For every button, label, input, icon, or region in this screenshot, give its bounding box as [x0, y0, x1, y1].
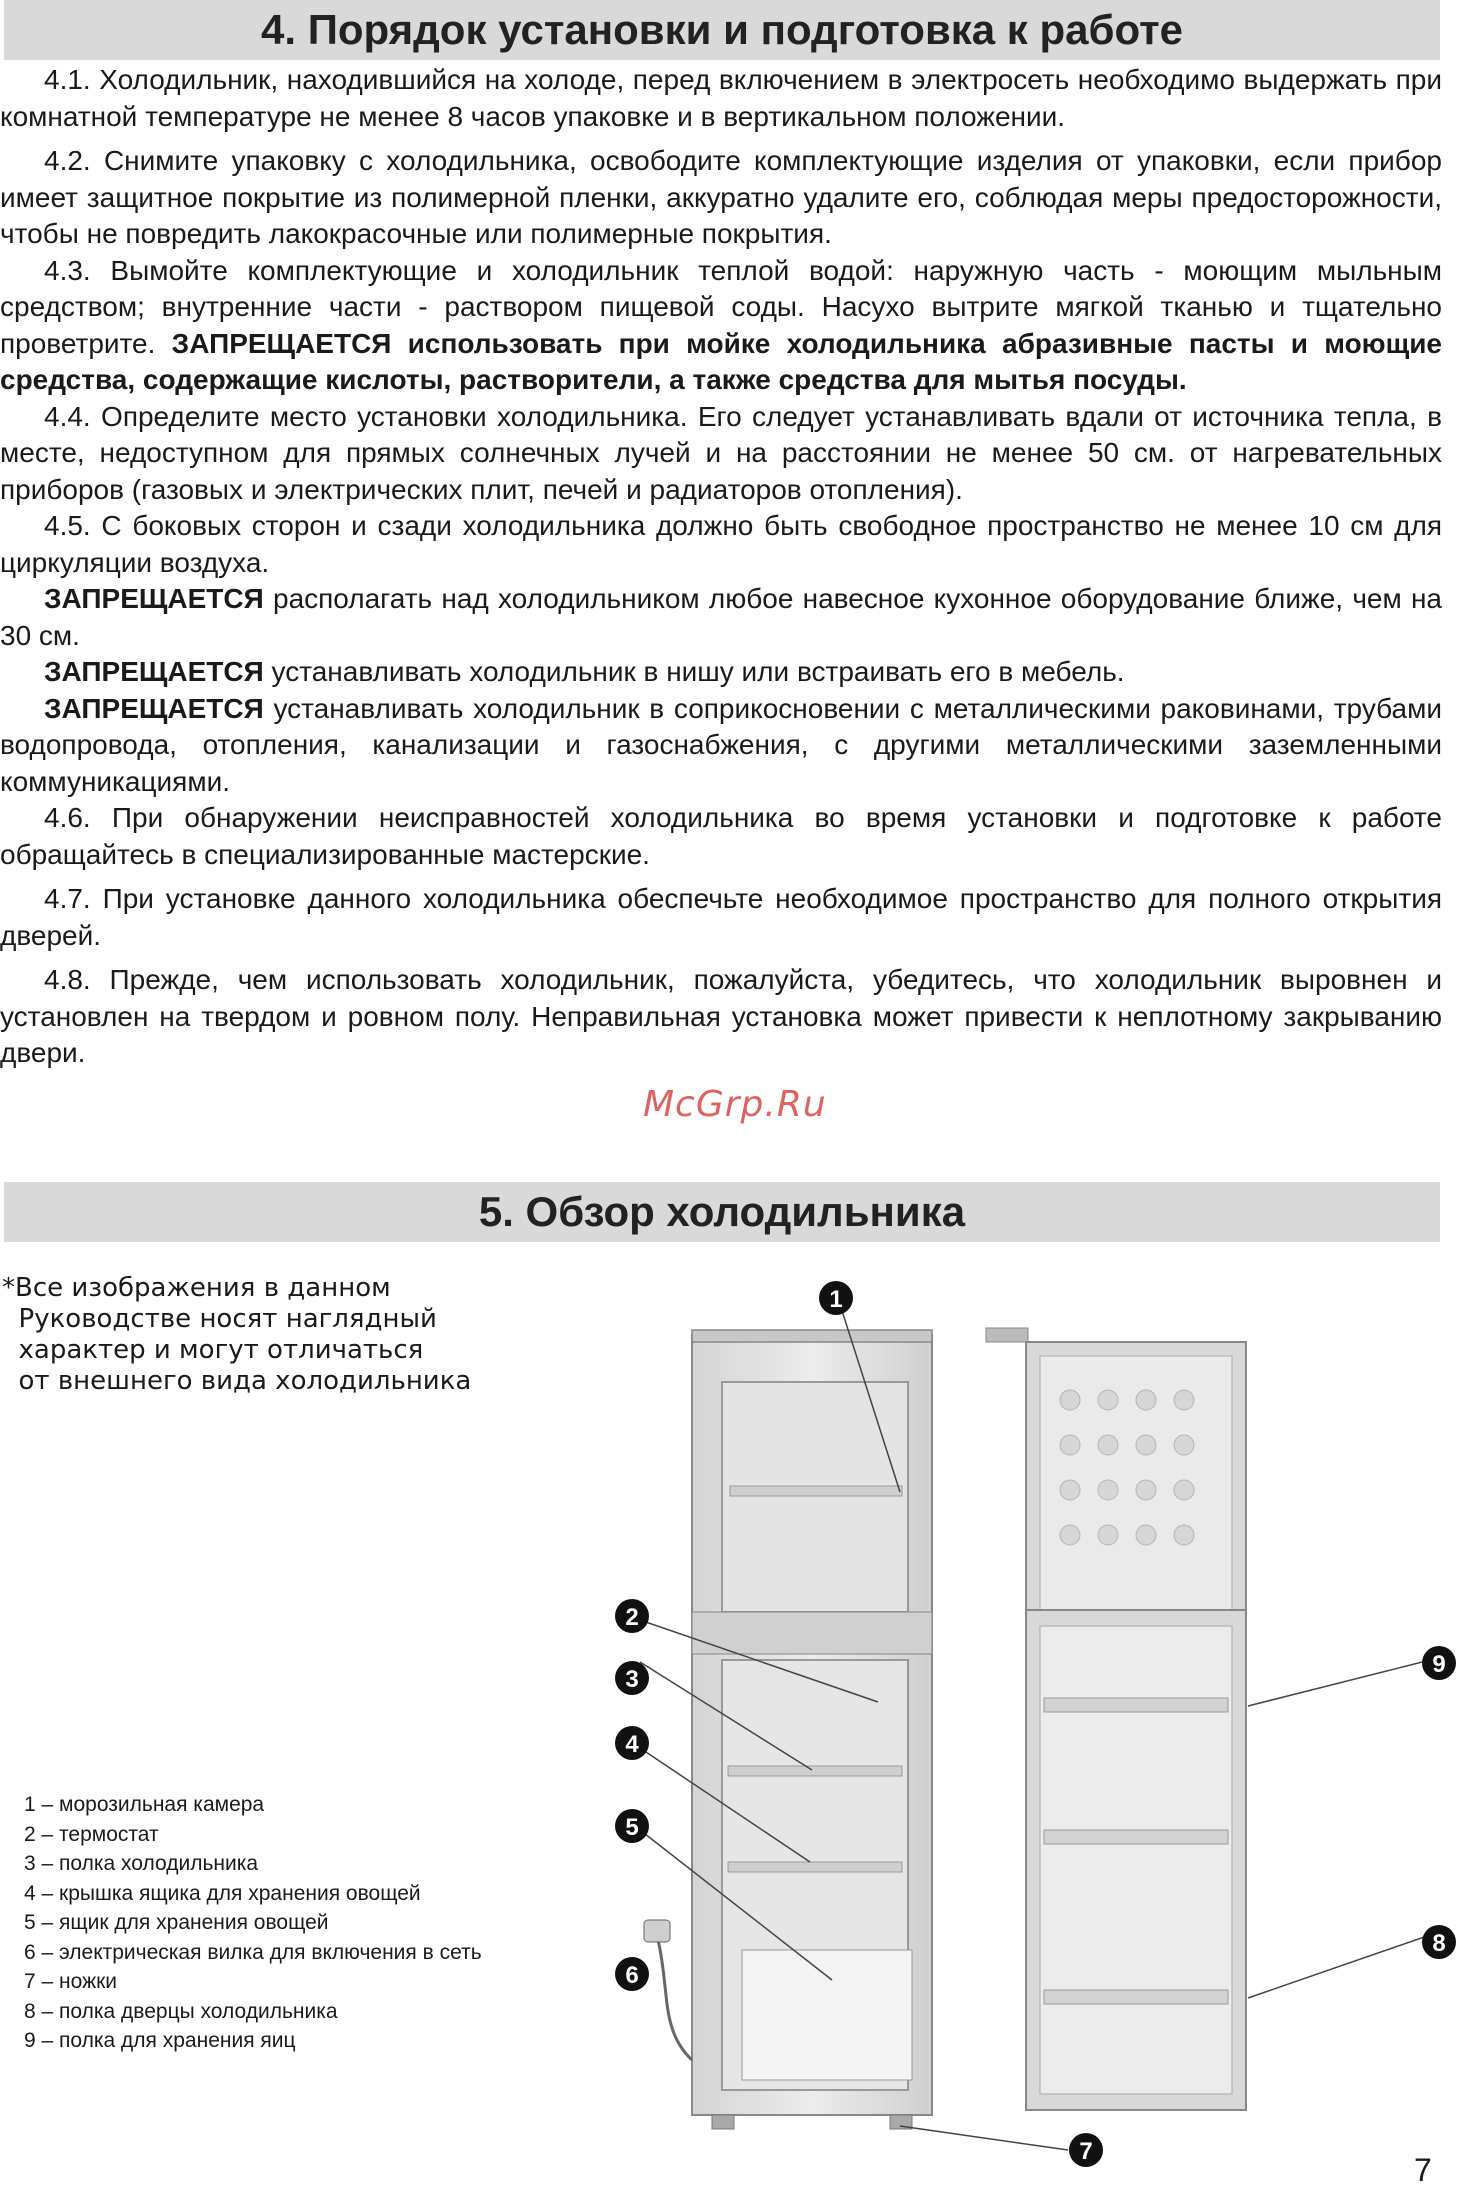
legend-item: 5 – ящик для хранения овощей: [24, 1911, 329, 1934]
section-4-heading: 4. Порядок установки и подготовка к работе: [4, 0, 1440, 60]
forbidden-2-text: устанавливать холодильник в нишу или встраивать его в мебель.: [271, 656, 1125, 687]
fridge-door-panel: [1040, 1626, 1232, 2094]
door-shelf-middle: [1044, 1830, 1228, 1844]
callout-number: 6: [625, 1962, 639, 1989]
hinge: [986, 1328, 1028, 1342]
forbidden-3-text: устанавливать холодильник в соприкосновении с металлическими раковинами, трубами водопровода, отопления, канализации и газоснабжения, с другими металлическими заземленными коммуникациями.: [0, 692, 1442, 797]
legend-item: 9 – полка для хранения яиц: [24, 2029, 296, 2052]
paragraph-4-4: 4.4. Определите место установки холодильника. Его следует устанавливать вдали от источника тепла, в месте, недоступном для прямых солнечных лучей и на расстоянии не менее 50 см. от нагревательных приборов (газовых и электрических плит, печей и радиаторов отопления).: [0, 400, 1442, 505]
forbidden-1: [0, 581, 1442, 654]
callout-6: [615, 1957, 649, 1991]
legend-item: 2 – термостат: [24, 1822, 159, 1846]
callout-number: 2: [625, 1604, 639, 1631]
forbidden-label: ЗАПРЕЩАЕТСЯ: [44, 583, 264, 614]
door-shelf-top: [1044, 1698, 1228, 1712]
callout-number: 3: [625, 1666, 639, 1693]
paragraph-4-1: 4.1. Холодильник, находившийся на холоде, перед включением в электросеть необходимо выдержать при комнатной температуре не менее 8 часов упаковке и в вертикальном положении.: [0, 64, 1442, 132]
watermark: McGrp.Ru: [643, 1084, 827, 1125]
callout-number: 5: [625, 1814, 639, 1841]
refrigerator-diagram: [600, 1270, 1460, 2170]
legend-item: 8 – полка дверцы холодильника: [24, 1999, 338, 2023]
paragraph-4-8: 4.8. Прежде, чем использовать холодильник, пожалуйста, убедитесь, что холодильник выровнен и установлен на твердом и ровном полу. Неправильная установка может привести к неплотному закрыванию двери.: [0, 964, 1442, 1068]
paragraph-4-3-text: 4.3. Вымойте комплектующие и холодильник теплой водой: наружную часть - моющим мыльным средством; внутренние части - раствором пищевой соды. Насухо вытрите мягкой тканью и тщательно проветрите.: [0, 254, 1442, 359]
power-plug: [644, 1920, 670, 1942]
paragraph-4-2: 4.2. Снимите упаковку с холодильника, освободите комплектующие изделия от упаковки, если прибор имеет защитное покрытие из полимерной пленки, аккуратно удалите его, соблюдая меры предосторожности, чтобы не повредить лакокрасочные или полимерные покрытия.: [0, 145, 1442, 249]
forbidden-3: [0, 691, 1442, 801]
forbidden-label: ЗАПРЕЩАЕТСЯ: [44, 656, 264, 687]
legend-item: 1 – морозильная камера: [24, 1793, 265, 1816]
callout-number: 1: [829, 1286, 843, 1313]
disclaimer-line: *Все изображения в данном: [2, 1273, 391, 1303]
callout-5: [615, 1809, 649, 1843]
callout-3: [615, 1661, 649, 1695]
parts-legend: [24, 1790, 482, 2056]
disclaimer-line: характер и могут отличаться: [2, 1335, 424, 1365]
divider: [692, 1612, 932, 1654]
callout-number: 9: [1432, 1651, 1446, 1678]
fridge-shelf: [728, 1766, 902, 1776]
callout-4: [615, 1726, 649, 1760]
callout-number: 7: [1079, 2138, 1093, 2165]
legend-item: 7 – ножки: [24, 1970, 118, 1993]
paragraph-4-5: 4.5. С боковых сторон и сзади холодильника должно быть свободное пространство не менее 10 см для циркуляции воздуха.: [0, 510, 1442, 578]
section-4-body: [0, 62, 1442, 1072]
paragraph-4-7: 4.7. При установке данного холодильника обеспечьте необходимое пространство для полного открытия дверей.: [0, 883, 1442, 951]
vegetable-crisper: [742, 1950, 912, 2080]
image-disclaimer: [2, 1273, 471, 1397]
legend-item: 3 – полка холодильника: [24, 1852, 259, 1875]
callout-9: [1422, 1646, 1456, 1680]
callout-7: [1069, 2133, 1103, 2167]
forbidden-label: ЗАПРЕЩАЕТСЯ: [44, 692, 264, 724]
paragraph-4-3-warning: ЗАПРЕЩАЕТСЯ использовать при мойке холодильника абразивные пасты и моющие средства, содержащие кислоты, растворители, а также средства для мытья посуды.: [0, 327, 1442, 395]
forbidden-2: [0, 654, 1442, 691]
page-number: 7: [1414, 2152, 1432, 2188]
paragraph-4-6: 4.6. При обнаружении неисправностей холодильника во время установки и подготовке к работе обращайтесь в специализированные мастерские.: [0, 802, 1442, 870]
freezer-shelf: [730, 1486, 902, 1496]
door-shelf-bottom: [1044, 1990, 1228, 2004]
legend-item: 6 – электрическая вилка для включения в сеть: [24, 1940, 482, 1964]
disclaimer-line: Руководстве носят наглядный: [2, 1304, 437, 1334]
callout-8: [1422, 1925, 1456, 1959]
callout-number: 4: [625, 1731, 639, 1758]
paragraph-4-3: [0, 253, 1442, 399]
power-cord: [658, 1940, 692, 2060]
callout-number: 8: [1432, 1930, 1446, 1957]
callout-1: [819, 1281, 853, 1315]
forbidden-1-text: располагать над холодильником любое навесное кухонное оборудование ближе, чем на 30 см.: [0, 583, 1443, 651]
disclaimer-line: от внешнего вида холодильника: [2, 1366, 472, 1396]
freezer-compartment: [722, 1382, 908, 1612]
crisper-cover: [728, 1862, 902, 1872]
leg-left: [712, 2115, 734, 2129]
legend-item: 4 – крышка ящика для хранения овощей: [24, 1881, 421, 1905]
callout-2: [615, 1599, 649, 1633]
fridge-top: [692, 1330, 932, 1342]
section-5-heading: 5. Обзор холодильника: [4, 1182, 1440, 1242]
